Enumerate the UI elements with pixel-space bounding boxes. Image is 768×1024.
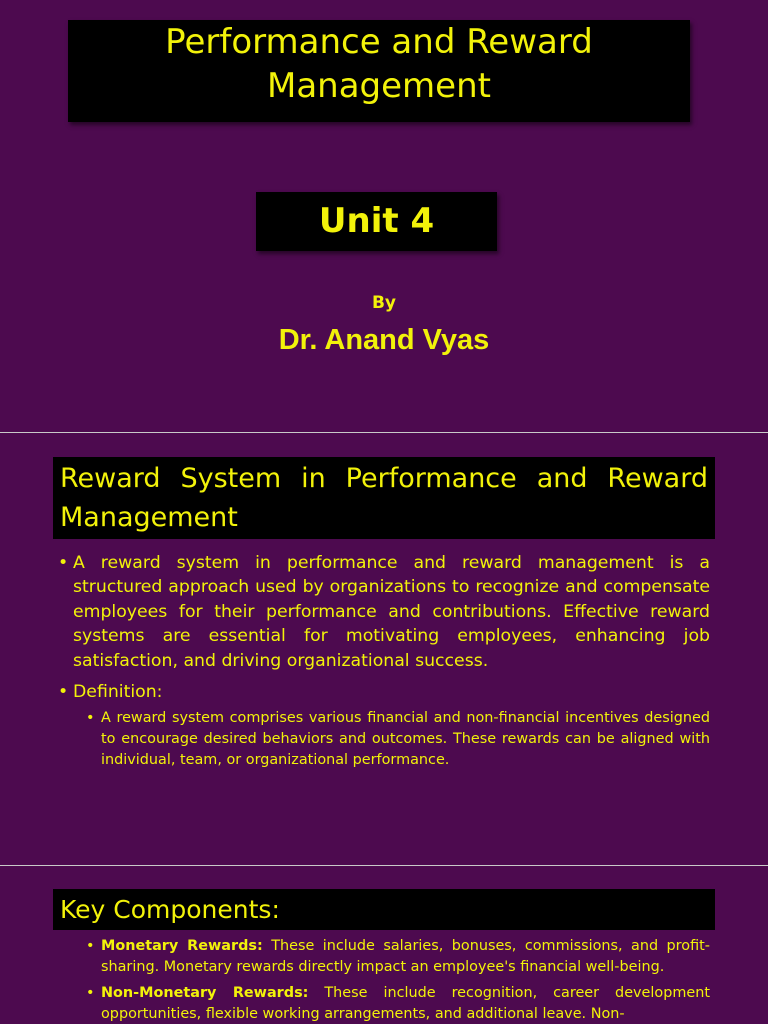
item-text: These include salaries, bonuses, commissions, and profit-sharing. Monetary rewards directly impact an employee's financial well-being.: [101, 938, 710, 975]
list-item: [86, 983, 710, 1024]
bullet-definition: [58, 680, 710, 704]
presentation-title-line2: Management: [267, 66, 491, 106]
bullet-text: A reward system in performance and reward management is a structured approach used by organizations to recognize and compensate employees for their performance and contributions. Effective reward systems are essential for motivating employees, enhancing job satisfaction, and driving organizational success.: [73, 553, 710, 671]
bullet-text: Definition:: [73, 682, 163, 702]
presentation-title-box: [68, 20, 690, 122]
slide-heading: Key Components:: [53, 889, 715, 930]
item-label: Monetary Rewards:: [101, 938, 263, 954]
unit-label: Unit 4: [256, 192, 497, 251]
bullet-intro: [58, 551, 710, 673]
bullet-icon: •: [86, 938, 95, 954]
bullet-icon: •: [58, 553, 69, 573]
item-text: These include recognition, career development opportunities, flexible working arrangements, and additional leave. Non-: [101, 985, 710, 1022]
slide-heading: Reward System in Performance and Reward Management: [53, 457, 715, 539]
list-item: [86, 936, 710, 978]
by-label: By: [371, 293, 397, 313]
title-slide: [0, 0, 768, 432]
bullet-text: A reward system comprises various financial and non-financial incentives designed to encourage desired behaviors and outcomes. These rewards can be aligned with individual, team, or organizational performance.: [101, 710, 710, 768]
bullet-icon: •: [86, 985, 95, 1001]
author-name: Dr. Anand Vyas: [278, 324, 490, 356]
bullet-icon: •: [86, 710, 95, 726]
reward-system-slide: [0, 433, 768, 865]
bullet-icon: •: [58, 682, 69, 702]
item-label: Non-Monetary Rewards:: [101, 985, 309, 1001]
components-list: [86, 936, 710, 1024]
presentation-title-line1: Performance and Reward: [165, 22, 593, 62]
key-components-slide: [0, 866, 768, 1024]
sub-bullet-definition: [86, 708, 710, 770]
